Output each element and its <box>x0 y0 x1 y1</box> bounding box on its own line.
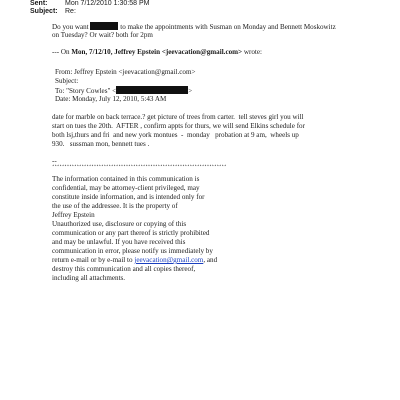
subject-row <box>30 8 76 16</box>
disclaimer-line: destroy this communication and all copies thereof, <box>52 265 196 273</box>
subject-value: Re: <box>65 8 76 15</box>
quoted-to-pre: To: "Story Cowles" < <box>55 87 117 95</box>
body-line: date for marble on back terrace.? get picture of trees from carter. tell steves girl you will <box>52 113 304 121</box>
disclaimer-line: the use of the addressee. It is the property of <box>52 202 178 210</box>
signature-dashes: -- <box>52 157 57 165</box>
quoted-from: From: Jeffrey Epstein <jeevacation@gmail.com> <box>55 68 196 76</box>
disclaimer-line: Unauthorized use, disclosure or copying of this <box>52 220 187 228</box>
quote-intro <box>52 48 262 57</box>
subject-label: Subject: <box>30 8 58 15</box>
signature-stars: *********************************************************************** <box>52 166 227 170</box>
quoted-date: Date: Monday, July 12, 2010, 5:43 AM <box>55 95 167 103</box>
disclaimer-line: and may be unlawful. If you have received this <box>52 238 186 246</box>
body-line: start on tues the 20th. AFTER , confirm appts for thurs, we will send Elkins schedule for <box>52 122 305 130</box>
sent-row <box>30 0 149 8</box>
disclaimer-line: The information contained in this communication is <box>52 175 200 183</box>
redaction-block <box>90 22 118 30</box>
disclaimer-line: including all attachments. <box>52 274 126 282</box>
sent-label: Sent: <box>30 0 48 7</box>
disclaimer-line: Jeffrey Epstein <box>52 211 95 219</box>
body-line: both lsj,thurs and fri and new york montues - monday probation at 9 am, wheels up <box>52 131 299 139</box>
disclaimer-line: constitute inside information, and is intended only for <box>52 193 205 201</box>
quoted-subject: Subject: <box>55 77 79 85</box>
quoted-to-post: > <box>188 87 193 95</box>
reply-line-2: on Tuesday? Or wait? both for 2pm <box>52 31 153 39</box>
quote-date: Mon, 7/12/10, Jeffrey Epstein <jeevacation@gmail.com> <box>71 48 243 56</box>
reply-text-post: to make the appointments with Susman on Monday and Bennett Moskowitz <box>120 23 336 31</box>
disclaimer-line: communication or any part thereof is strictly prohibited <box>52 229 210 237</box>
quote-prefix: --- On <box>52 48 72 56</box>
sent-value: Mon 7/12/2010 1:30:58 PM <box>65 0 150 7</box>
return-text: return e-mail or by e-mail to <box>52 256 135 264</box>
body-line: 930. sussman mon, bennett tues . <box>52 140 150 148</box>
reply-text-pre: Do you want <box>52 23 89 31</box>
email-link[interactable]: jeevacation@gmail.com <box>134 256 204 264</box>
disclaimer-line: communication in error, please notify us immediately by <box>52 247 213 255</box>
quote-suffix: wrote: <box>242 48 263 56</box>
redaction-block <box>116 86 188 94</box>
return-text-post: , and <box>203 256 218 264</box>
disclaimer-line: confidential, may be attorney-client privileged, may <box>52 184 200 192</box>
disclaimer-return-line <box>52 256 217 265</box>
